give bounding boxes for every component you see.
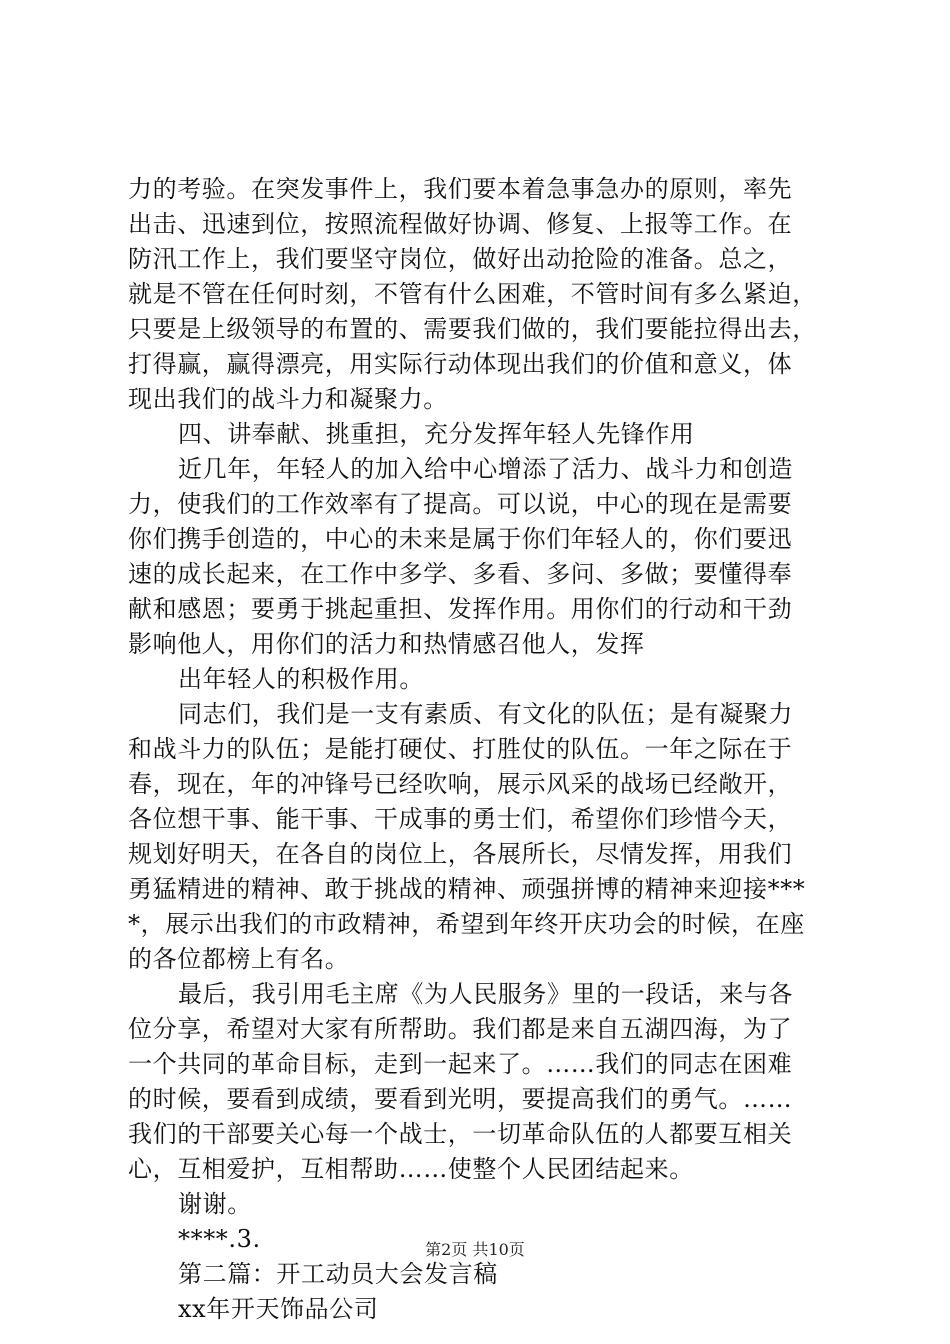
text-line: 的各位都榜上有名。 [128, 945, 350, 973]
document-body [128, 172, 840, 1327]
text-line: 和战斗力的队伍；是能打硬仗、打胜仗的队伍。一年之际在于 [128, 735, 793, 763]
text-line: 献和感恩；要勇于挑起重担、发挥作用。用你们的行动和干劲 [128, 595, 793, 623]
text-line: 的时候，要看到成绩，要看到光明，要提高我们的勇气。…… [128, 1085, 793, 1113]
text-line: 现出我们的战斗力和凝聚力。 [128, 385, 448, 413]
text-line: 谢谢。 [178, 1190, 252, 1218]
text-line: 速的成长起来，在工作中多学、多看、多问、多做；要懂得奉 [128, 560, 793, 588]
text-line: 近几年，年轻人的加入给中心增添了活力、战斗力和创造 [178, 455, 793, 483]
text-line: 春，现在，年的冲锋号已经吹响，展示风采的战场已经敞开， [128, 770, 793, 798]
text-line: ****.3. [178, 1225, 261, 1253]
text-line: 同志们，我们是一支有素质、有文化的队伍；是有凝聚力 [178, 700, 793, 728]
text-line: 最后，我引用毛主席《为人民服务》里的一段话，来与各 [178, 980, 793, 1008]
page-number-footer: 第2页 共10页 [425, 1240, 525, 1259]
text-line: 位分享，希望对大家有所帮助。我们都是来自五湖四海，为了 [128, 1015, 793, 1043]
text-line: 就是不管在任何时刻，不管有什么困难，不管时间有多么紧迫， [128, 280, 817, 308]
text-line: 一个共同的革命目标，走到一起来了。……我们的同志在困难 [128, 1050, 793, 1078]
text-line: 我们的干部要关心每一个战士，一切革命队伍的人都要互相关 [128, 1120, 793, 1148]
text-line: 力，使我们的工作效率有了提高。可以说，中心的现在是需要 [128, 490, 793, 518]
text-line: 各位想干事、能干事、干成事的勇士们，希望你们珍惜今天， [128, 805, 793, 833]
text-line: 打得赢，赢得漂亮，用实际行动体现出我们的价值和意义，体 [128, 350, 793, 378]
text-line: 出击、迅速到位，按照流程做好协调、修复、上报等工作。在 [128, 210, 793, 238]
text-line: *，展示出我们的市政精神，希望到年终开庆功会的时候，在座 [128, 910, 805, 938]
text-line: xx年开天饰品公司 [178, 1295, 379, 1323]
text-line: 影响他人，用你们的活力和热情感召他人，发挥 [128, 630, 645, 658]
text-line: 出年轻人的积极作用。 [178, 665, 424, 693]
text-line: 心，互相爱护，互相帮助……使整个人民团结起来。 [128, 1155, 694, 1183]
text-line: 只要是上级领导的布置的、需要我们做的，我们要能拉得出去， [128, 315, 817, 343]
text-line: 四、讲奉献、挑重担，充分发挥年轻人先锋作用 [178, 420, 695, 448]
text-line: 力的考验。在突发事件上，我们要本着急事急办的原则，率先 [128, 175, 793, 203]
text-line: 规划好明天，在各自的岗位上，各展所长，尽情发挥，用我们 [128, 840, 793, 868]
text-line: 防汛工作上，我们要坚守岗位，做好出动抢险的准备。总之， [128, 245, 793, 273]
text-line: 你们携手创造的，中心的未来是属于你们年轻人的，你们要迅 [128, 525, 793, 553]
text-line: 勇猛精进的精神、敢于挑战的精神、顽强拼博的精神来迎接*** [128, 875, 806, 903]
text-line: 第二篇：开工动员大会发言稿 [178, 1260, 498, 1288]
